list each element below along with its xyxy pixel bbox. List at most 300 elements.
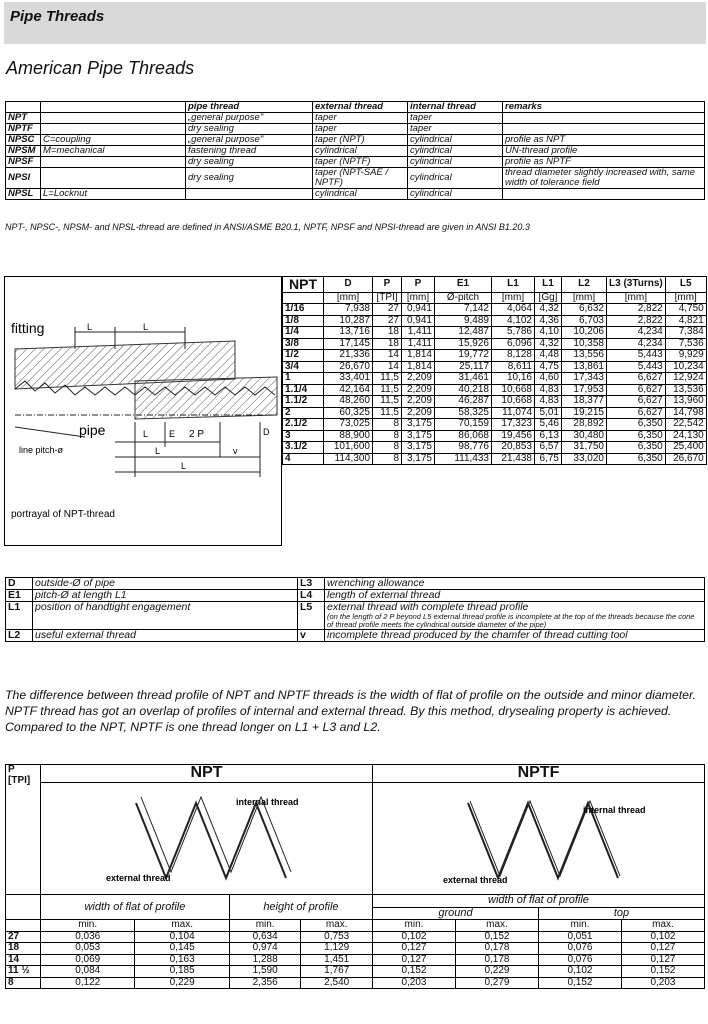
p-label: P	[8, 764, 15, 775]
table-cell: 2,540	[301, 977, 373, 989]
table-cell: 0,163	[135, 954, 229, 966]
table-row	[283, 407, 707, 419]
table-cell: cylindrical	[408, 188, 503, 199]
legend-key: L1	[6, 602, 33, 630]
table-cell: 6,350	[607, 453, 666, 465]
empty-cell	[6, 920, 41, 932]
table-cell: taper	[408, 112, 503, 123]
table-cell: 4,75	[535, 361, 562, 373]
th	[6, 102, 41, 113]
table-cell: 2,209	[402, 384, 435, 396]
table-cell: cylindrical	[408, 156, 503, 167]
legend-key: v	[298, 629, 325, 641]
table-cell: 6,350	[607, 419, 666, 431]
nptf-header: NPTF	[372, 765, 704, 783]
table-row	[283, 327, 707, 339]
table-cell: cylindrical	[313, 188, 408, 199]
table-cell: 11,5	[373, 396, 402, 408]
tpi-label: [TPI]	[8, 774, 31, 786]
table-cell: 0,051	[538, 931, 621, 943]
table-row	[283, 453, 707, 465]
table-cell: 17,343	[562, 373, 607, 385]
d-label: D	[263, 427, 270, 437]
th: L1	[535, 277, 562, 293]
table-cell: 2,209	[402, 407, 435, 419]
table-row	[6, 977, 705, 989]
th: remarks	[503, 102, 705, 113]
legend-desc: position of handtight engagement	[33, 602, 298, 630]
th: L5	[665, 277, 706, 293]
section-header	[4, 2, 706, 44]
table-cell: 0,941	[402, 304, 435, 316]
th: P	[402, 277, 435, 293]
table-cell: 6,350	[607, 442, 666, 454]
td: [mm]	[324, 292, 373, 304]
empty-cell	[6, 895, 41, 920]
legend-desc: useful external thread	[33, 629, 298, 641]
table-row	[6, 123, 705, 134]
table-cell: 4,234	[607, 338, 666, 350]
table-cell: 42,164	[324, 384, 373, 396]
table-cell: 17,323	[492, 419, 535, 431]
l4-label: L	[181, 461, 187, 471]
table-cell: 17,145	[324, 338, 373, 350]
table-cell	[503, 188, 705, 199]
table-cell: 0,145	[135, 943, 229, 955]
th: L3 (3Turns)	[607, 277, 666, 293]
minmax-row	[6, 920, 705, 932]
table-cell: 58,325	[435, 407, 492, 419]
min-label: min.	[41, 920, 135, 932]
table-cell: 6,75	[535, 453, 562, 465]
table-cell: 2,356	[229, 977, 301, 989]
table-cell: profile as NPTF	[503, 156, 705, 167]
npt-profile-diagram	[46, 783, 366, 891]
table-row	[6, 931, 705, 943]
table-cell: cylindrical	[408, 134, 503, 145]
table-cell: 4,60	[535, 373, 562, 385]
table-cell: 0,127	[372, 954, 455, 966]
table-cell: 33,020	[562, 453, 607, 465]
table-unit-row	[283, 292, 707, 304]
table-cell: 19,456	[492, 430, 535, 442]
legend-table	[5, 577, 705, 642]
table-cell: 0,102	[538, 966, 621, 978]
legend-desc: wrenching allowance	[325, 578, 705, 590]
table-cell	[186, 188, 313, 199]
th: NPT	[283, 277, 324, 293]
ground-label: ground	[373, 908, 539, 920]
table-cell: 26,670	[665, 453, 706, 465]
table-cell: profile as NPT	[503, 134, 705, 145]
table-cell: 7,938	[324, 304, 373, 316]
table-row	[283, 338, 707, 350]
table-cell: L=Locknut	[41, 188, 186, 199]
table-cell	[41, 112, 186, 123]
legend-row	[6, 578, 705, 590]
table-cell: 25,117	[435, 361, 492, 373]
internal-thread-label: internal thread	[236, 796, 299, 807]
table-cell: C=coupling	[41, 134, 186, 145]
table-cell: 10,668	[492, 396, 535, 408]
table-cell: 6,627	[607, 396, 666, 408]
table-cell: 20,853	[492, 442, 535, 454]
l1-label: L	[143, 322, 149, 332]
table-cell: 8	[373, 430, 402, 442]
table-cell: 4,36	[535, 315, 562, 327]
table-row	[283, 442, 707, 454]
table-cell: 9,929	[665, 350, 706, 362]
table-cell: 0,069	[41, 954, 135, 966]
top-label: top	[613, 906, 630, 919]
table-cell: 1,767	[301, 966, 373, 978]
line-pitch-label: line pitch-ø	[19, 445, 64, 455]
table-cell: 1,814	[402, 361, 435, 373]
table-cell: 7,536	[665, 338, 706, 350]
subheader-row	[6, 895, 705, 920]
table-cell: 24,130	[665, 430, 706, 442]
table-cell	[41, 167, 186, 188]
table-cell: 2,822	[607, 304, 666, 316]
table-cell: 1,411	[402, 338, 435, 350]
table-cell: taper (NPT-SAE / NPTF)	[313, 167, 408, 188]
table-cell: 18	[6, 943, 41, 955]
table-cell: 21,438	[492, 453, 535, 465]
nptf-width-header	[372, 895, 704, 920]
table-cell: 4,83	[535, 384, 562, 396]
two-p-label: 2 P	[189, 429, 205, 440]
table-cell: 0,229	[455, 966, 538, 978]
table-cell: 11,074	[492, 407, 535, 419]
table-cell: 0,753	[301, 931, 373, 943]
fitting-label: fitting	[11, 320, 45, 336]
table-cell: 3.1/2	[283, 442, 324, 454]
table-cell: 1,129	[301, 943, 373, 955]
p-header	[6, 765, 41, 895]
table-cell: 0,036	[41, 931, 135, 943]
table-cell: 10,287	[324, 315, 373, 327]
legend-desc: length of external thread	[325, 590, 705, 602]
table-cell: 3/4	[283, 361, 324, 373]
table-row	[6, 954, 705, 966]
table-cell: 10,234	[665, 361, 706, 373]
th: internal thread	[408, 102, 503, 113]
table-cell: 1,814	[402, 350, 435, 362]
table-cell: 6,13	[535, 430, 562, 442]
table-cell: 4	[283, 453, 324, 465]
table-cell: 0,122	[41, 977, 135, 989]
table-row	[283, 373, 707, 385]
table-cell: 2,822	[607, 315, 666, 327]
table-cell: NPSI	[6, 167, 41, 188]
td: [Gg]	[535, 292, 562, 304]
table-cell: taper	[313, 123, 408, 134]
table-cell: 1/2	[283, 350, 324, 362]
table-cell: 27	[6, 931, 41, 943]
table-cell: 6,703	[562, 315, 607, 327]
table-cell: 19,215	[562, 407, 607, 419]
table-cell: 11 ½	[6, 966, 41, 978]
table-cell: dry sealing	[186, 167, 313, 188]
table-cell: 11,5	[373, 373, 402, 385]
table-cell: 1.1/4	[283, 384, 324, 396]
height-profile-header: height of profile	[229, 895, 372, 920]
table-cell: 1/8	[283, 315, 324, 327]
table-cell: 1/4	[283, 327, 324, 339]
table-cell: 8	[373, 419, 402, 431]
table-row	[6, 943, 705, 955]
table-row	[6, 156, 705, 167]
table-cell: 0,203	[372, 977, 455, 989]
table-cell: 3,175	[402, 419, 435, 431]
table-cell: 111,433	[435, 453, 492, 465]
v-label: v	[233, 446, 238, 456]
max-label: max.	[621, 920, 704, 932]
npt-header: NPT	[41, 765, 373, 783]
min-label: min.	[229, 920, 301, 932]
table-cell: 25,400	[665, 442, 706, 454]
table-cell: 13,716	[324, 327, 373, 339]
diagram-row	[6, 782, 705, 895]
table-cell: 10,668	[492, 384, 535, 396]
table-cell: 5,786	[492, 327, 535, 339]
e-label: E	[169, 429, 176, 439]
table-cell: taper	[408, 123, 503, 134]
table-cell: 2	[283, 407, 324, 419]
table-cell: 8	[373, 442, 402, 454]
table-cell: 4,83	[535, 396, 562, 408]
table-cell: 19,772	[435, 350, 492, 362]
table-cell: 40,218	[435, 384, 492, 396]
table-cell: 7,142	[435, 304, 492, 316]
table-cell: 3,175	[402, 430, 435, 442]
table-cell: 4,48	[535, 350, 562, 362]
table-cell: 7,384	[665, 327, 706, 339]
table-cell: 14	[373, 361, 402, 373]
table-cell: 9,489	[435, 315, 492, 327]
table-row	[6, 112, 705, 123]
th	[41, 102, 186, 113]
table-cell: 3,175	[402, 442, 435, 454]
l5-main: external thread with complete thread profile	[327, 601, 529, 614]
th: pipe thread	[186, 102, 313, 113]
internal-thread-label: internal thread	[583, 804, 646, 815]
table-cell: 0,178	[455, 954, 538, 966]
table-cell: taper (NPTF)	[313, 156, 408, 167]
l2-label: L	[155, 446, 161, 456]
table-cell: NPSM	[6, 145, 41, 156]
table-cell: 0,104	[135, 931, 229, 943]
table-cell: NPSL	[6, 188, 41, 199]
legend-key: L5	[298, 602, 325, 630]
legend-key: D	[6, 578, 33, 590]
table-cell: 22,542	[665, 419, 706, 431]
table-cell: 0,127	[621, 954, 704, 966]
table-cell: M=mechanical	[41, 145, 186, 156]
th: E1	[435, 277, 492, 293]
table-cell: 4,32	[535, 304, 562, 316]
table-cell: 3,175	[402, 453, 435, 465]
l5-label: L	[143, 429, 149, 439]
l3-label: L	[87, 322, 93, 332]
external-thread-label: external thread	[106, 872, 172, 883]
table-cell: thread diameter slightly increased with, same width of tolerance field	[503, 167, 705, 188]
table-cell: 0,076	[538, 954, 621, 966]
pipe-thread-types-table	[5, 101, 705, 200]
table-cell: 6,57	[535, 442, 562, 454]
table-cell: 0,229	[135, 977, 229, 989]
table-cell: 28,892	[562, 419, 607, 431]
table-cell: 14,798	[665, 407, 706, 419]
explanation-paragraph: The difference between thread profile of NPT and NPTF threads is the width of flat of profile on the outside and minor diameter. NPTF thread has got an overlap of profiles of internal and external thread. By this method, drysealing property is achieved. Compared to the NPT, NPTF is one thread longer on L1 + L3 and L2.	[5, 688, 697, 734]
table-cell: 0,053	[41, 943, 135, 955]
th: external thread	[313, 102, 408, 113]
table-cell: 1,288	[229, 954, 301, 966]
page-title: American Pipe Threads	[6, 58, 195, 78]
table-cell: 33,401	[324, 373, 373, 385]
table-row	[283, 430, 707, 442]
table-cell: dry sealing	[186, 123, 313, 134]
table-note: NPT-, NPSC-, NPSM- and NPSL-thread are defined in ANSI/ASME B20.1, NPTF, NPSF and NPSI-thread are given in ANSI B1.20.3	[5, 222, 530, 232]
table-cell: 31,461	[435, 373, 492, 385]
npt-dimensions-table	[282, 276, 707, 465]
table-cell: 4,750	[665, 304, 706, 316]
table-cell: 4,10	[535, 327, 562, 339]
legend-key: L4	[298, 590, 325, 602]
table-cell: 70,159	[435, 419, 492, 431]
table-cell: 98,776	[435, 442, 492, 454]
external-thread-label: external thread	[443, 874, 509, 885]
table-cell: 6,627	[607, 373, 666, 385]
table-cell: 18	[373, 327, 402, 339]
table-cell: 14	[6, 954, 41, 966]
table-cell: NPSF	[6, 156, 41, 167]
table-cell: 0,178	[455, 943, 538, 955]
table-cell: 30,480	[562, 430, 607, 442]
table-cell: 2.1/2	[283, 419, 324, 431]
table-cell: 10,358	[562, 338, 607, 350]
table-cell: 46,287	[435, 396, 492, 408]
table-cell: 0,076	[538, 943, 621, 955]
l5-note: (on the length of 2 P beyond L5 external thread profile is incomplete at the top of the threads because the cone of thread profile meets the cylindrical outside diameter of the pipe)	[327, 612, 695, 629]
table-cell	[503, 112, 705, 123]
table-cell: 5,443	[607, 361, 666, 373]
table-cell: 26,670	[324, 361, 373, 373]
table-cell: 0,152	[621, 966, 704, 978]
max-label: max.	[135, 920, 229, 932]
legend-desc-l5	[325, 602, 705, 630]
max-label: max.	[301, 920, 373, 932]
table-cell: 12,924	[665, 373, 706, 385]
table-cell: 60,325	[324, 407, 373, 419]
td: [mm]	[562, 292, 607, 304]
table-cell: 10,16	[492, 373, 535, 385]
table-cell: 8,128	[492, 350, 535, 362]
table-row	[283, 304, 707, 316]
table-cell: 15,926	[435, 338, 492, 350]
section-title: Pipe Threads	[10, 8, 105, 25]
table-cell: NPSC	[6, 134, 41, 145]
table-cell: 6,627	[607, 384, 666, 396]
npt-thread-figure	[4, 276, 282, 546]
table-cell: 21,336	[324, 350, 373, 362]
table-row	[283, 315, 707, 327]
table-cell: 4,102	[492, 315, 535, 327]
table-cell: 4,32	[535, 338, 562, 350]
table-cell: 1,590	[229, 966, 301, 978]
table-cell: 3	[283, 430, 324, 442]
th: L2	[562, 277, 607, 293]
width-flat-header: width of flat of profile	[41, 895, 230, 920]
legend-row	[6, 590, 705, 602]
npt-nptf-profile-table	[5, 764, 705, 989]
table-cell: „general purpose"	[186, 112, 313, 123]
table-cell: 5,46	[535, 419, 562, 431]
table-cell: 4,234	[607, 327, 666, 339]
table-cell: UN-thread profile	[503, 145, 705, 156]
table-cell: cylindrical	[408, 145, 503, 156]
td: [mm]	[492, 292, 535, 304]
table-cell: 27	[373, 315, 402, 327]
table-cell: fastening thread	[186, 145, 313, 156]
table-row	[283, 396, 707, 408]
table-cell: 0,102	[372, 931, 455, 943]
table-cell: 17,953	[562, 384, 607, 396]
th: D	[324, 277, 373, 293]
table-cell: 0,152	[372, 966, 455, 978]
table-cell	[41, 156, 186, 167]
legend-key: L2	[6, 629, 33, 641]
table-cell: taper	[313, 112, 408, 123]
table-cell: 6,627	[607, 407, 666, 419]
table-cell: 13,536	[665, 384, 706, 396]
table-cell: 5,01	[535, 407, 562, 419]
table-cell: cylindrical	[313, 145, 408, 156]
legend-desc: outside-Ø of pipe	[33, 578, 298, 590]
table-cell: 13,861	[562, 361, 607, 373]
table-cell: 4,821	[665, 315, 706, 327]
table-cell: 13,556	[562, 350, 607, 362]
table-row	[283, 419, 707, 431]
figure-caption: portrayal of NPT-thread	[11, 509, 115, 520]
table-cell: 0,152	[538, 977, 621, 989]
table-cell: 1.1/2	[283, 396, 324, 408]
npt-diagram	[5, 277, 281, 545]
table-cell: 31,750	[562, 442, 607, 454]
table-cell: 27	[373, 304, 402, 316]
td: [mm]	[607, 292, 666, 304]
table-cell: 8	[6, 977, 41, 989]
nptf-profile-cell	[372, 782, 704, 895]
table-cell: 86,068	[435, 430, 492, 442]
td: [TPI]	[373, 292, 402, 304]
table-cell: 0,974	[229, 943, 301, 955]
td: Ø-pitch	[435, 292, 492, 304]
table-cell: NPT	[6, 112, 41, 123]
table-cell: 8	[373, 453, 402, 465]
table-cell: 18	[373, 338, 402, 350]
td: [mm]	[402, 292, 435, 304]
table-cell: 101,600	[324, 442, 373, 454]
table-cell: 0,152	[455, 931, 538, 943]
table-row	[6, 134, 705, 145]
min-label: min.	[538, 920, 621, 932]
table-cell: 13,960	[665, 396, 706, 408]
table-row	[283, 361, 707, 373]
table-cell: 0,102	[621, 931, 704, 943]
npt-profile-cell	[41, 782, 373, 895]
legend-row	[6, 629, 705, 641]
